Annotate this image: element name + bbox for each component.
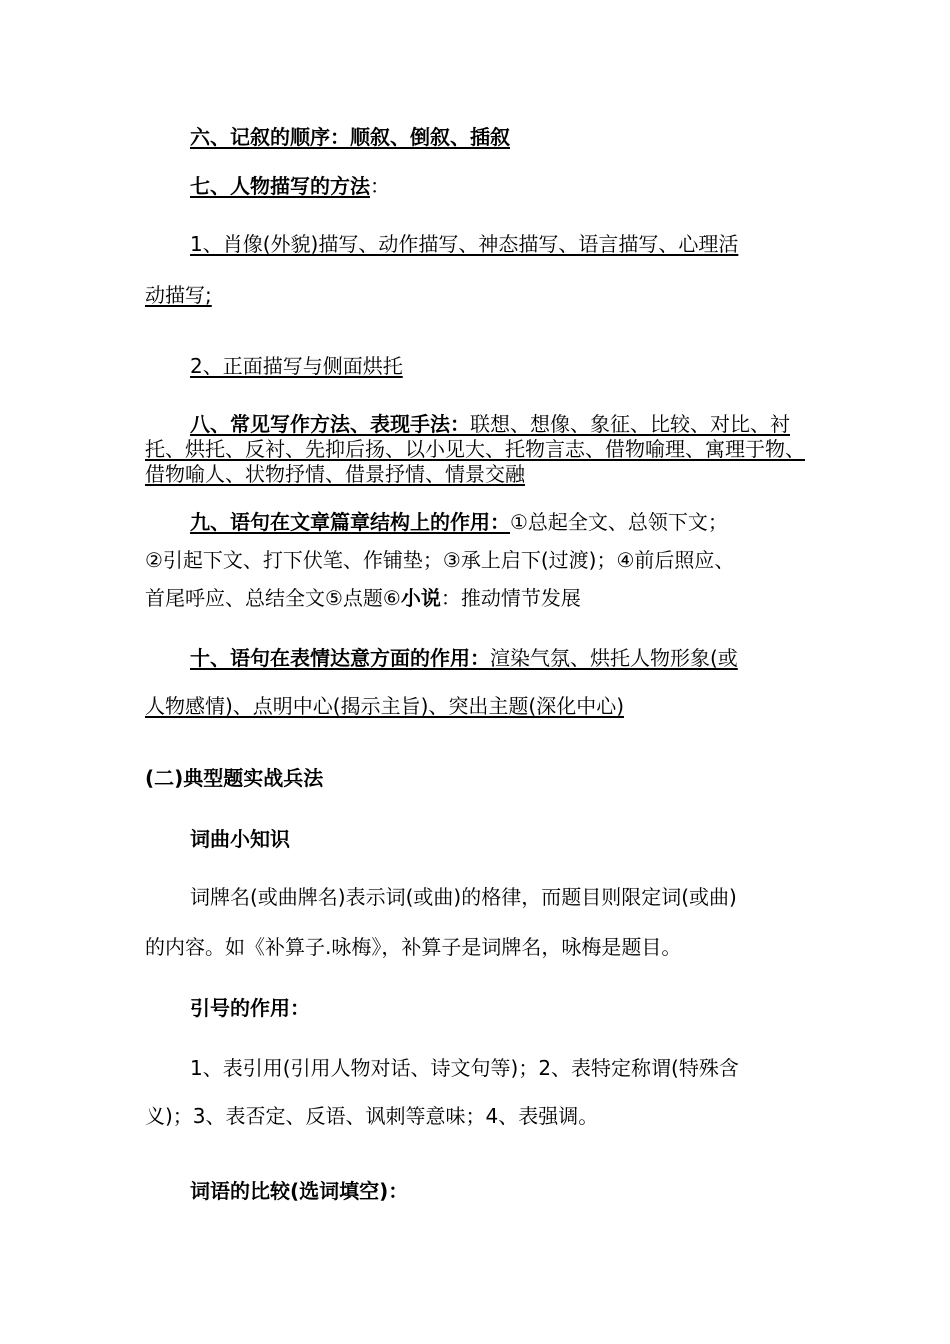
section-7-colon: ： — [370, 174, 390, 198]
section-8-body: 联想、想像、象征、比较、对比、衬托、烘托、反衬、先抑后扬、以小见大、托物言志、借物喻理、寓理于物、借物喻人、状物抒情、借景抒情、情景交融 — [145, 412, 805, 486]
quote-mark-title: 引号的作用： — [190, 996, 310, 1020]
section-6-heading: 六、记叙的顺序：顺叙、倒叙、插叙 — [190, 125, 510, 149]
section-9-line-3c: ：推动情节发展 — [440, 586, 581, 610]
section-10-body-1: 渲染气氛、烘托人物形象(或 — [490, 646, 738, 670]
section-8-heading: 八、常见写作方法、表现手法： — [190, 412, 470, 436]
section-9-line-1 — [145, 509, 850, 535]
section-8-paragraph — [145, 412, 805, 487]
section-9-line-3a: 首尾呼应、总结全文⑤点题⑥ — [145, 586, 401, 610]
section-7-item-2 — [145, 353, 805, 379]
word-comparison-title: 词语的比较(选词填空)： — [190, 1179, 409, 1203]
section-9-line-3 — [145, 585, 805, 611]
quote-paragraph-line-2: 义)；3、表否定、反语、讽刺等意味；4、表强调。 — [145, 1104, 599, 1128]
ci-paragraph-line-1: 词牌名(或曲牌名)表示词(或曲)的格律，而题目则限定词(或曲) — [190, 885, 737, 909]
quote-paragraph-line-1: 1、表引用(引用人物对话、诗文句等)；2、表特定称谓(特殊含 — [190, 1056, 739, 1080]
section-7-item-1-line-1: 1、肖像(外貌)描写、动作描写、神态描写、语言描写、心理活 — [190, 232, 739, 256]
section-10-line-1 — [145, 645, 805, 671]
ci-paragraph-line-2: 的内容。如《补算子.咏梅》，补算子是词牌名，咏梅是题目。 — [145, 935, 682, 959]
section-7-title: 七、人物描写的方法 — [190, 174, 370, 198]
section-7-item-1-line-2: 动描写; — [145, 283, 212, 307]
part-2-title: (二)典型题实战兵法 — [145, 766, 324, 790]
section-7-item-2-text: 2、正面描写与侧面烘托 — [190, 354, 403, 378]
section-10-heading: 十、语句在表情达意方面的作用： — [190, 646, 490, 670]
section-9-novel-label: 小说 — [400, 586, 441, 610]
section-9-line-2: ②引起下文、打下伏笔、作铺垫；③承上启下(过渡)；④前后照应、 — [145, 548, 735, 572]
section-7-heading — [145, 173, 850, 199]
section-9-heading: 九、语句在文章篇章结构上的作用： — [190, 510, 510, 534]
section-10-line-2: 人物感情)、点明中心(揭示主旨)、突出主题(深化中心) — [145, 694, 625, 718]
ci-knowledge-title: 词曲小知识 — [190, 827, 290, 851]
section-9-body-1: ①总起全文、总领下文； — [510, 510, 728, 534]
